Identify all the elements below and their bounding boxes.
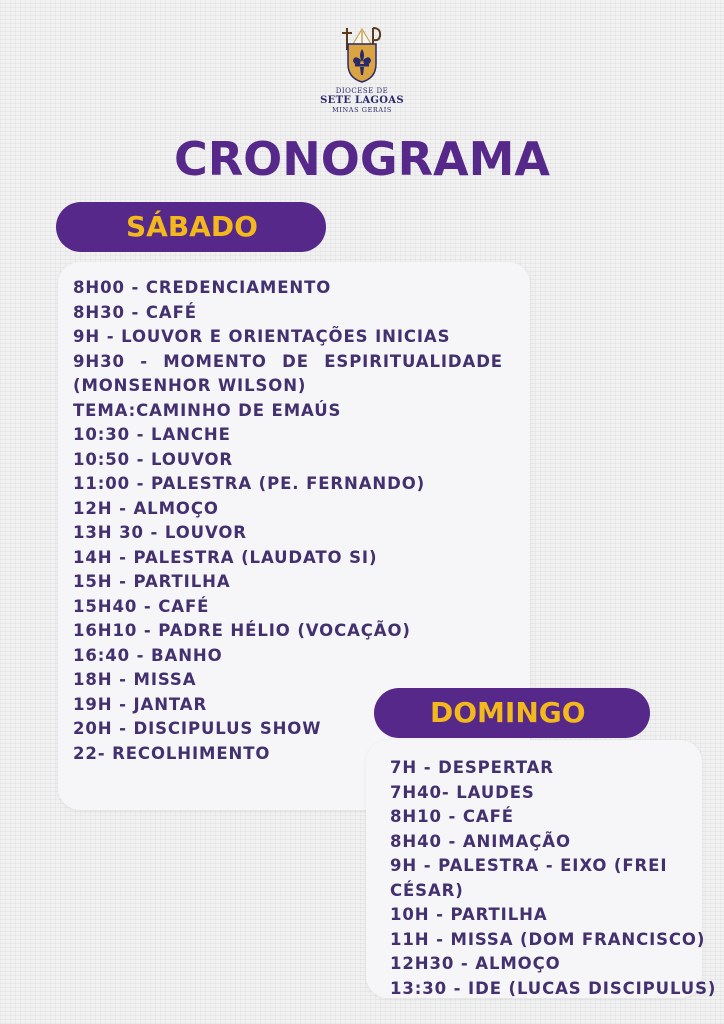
- schedule-item: 8H40 - ANIMAÇÃO: [390, 831, 571, 851]
- logo-line-diocese: DIOCESE DE: [335, 87, 389, 95]
- schedule-item: 8H30 - CAFÉ: [73, 302, 197, 322]
- schedule-item: [73, 350, 503, 375]
- justified-word: MOMENTO: [163, 351, 267, 371]
- justified-word: ESPIRITUALIDADE: [324, 351, 503, 371]
- schedule-item: 8H10 - CAFÉ: [390, 807, 514, 826]
- logo-line-city: SETE LAGOAS: [320, 95, 404, 106]
- schedule-item: 11H - MISSA (DOM FRANCISCO): [390, 929, 706, 949]
- page-title: CRONOGRAMA: [173, 132, 551, 186]
- schedule-item: 13H 30 - LOUVOR: [73, 523, 247, 542]
- schedule-item: 15H40 - CAFÉ: [73, 596, 210, 616]
- logo-line-state: MINAS GERAIS: [332, 106, 392, 114]
- schedule-item: 16:40 - BANHO: [73, 645, 223, 665]
- schedule-item: 8H00 - CREDENCIAMENTO: [73, 278, 332, 297]
- schedule-item: 16H10 - PADRE HÉLIO (VOCAÇÃO): [73, 621, 411, 640]
- coat-of-arms-icon: [337, 24, 387, 86]
- sunday-header: [374, 688, 650, 738]
- schedule-item: 10H - PARTILHA: [390, 905, 548, 924]
- schedule-item: 19H - JANTAR: [73, 694, 208, 714]
- schedule-item: 18H - MISSA: [73, 670, 197, 689]
- schedule-item: 9H - PALESTRA - EIXO (FREI: [390, 856, 668, 875]
- schedule-item: 14H - PALESTRA (LAUDATO SI): [73, 547, 378, 567]
- schedule-item: 20H - DISCIPULUS SHOW: [73, 719, 322, 738]
- schedule-item: (MONSENHOR WILSON): [73, 376, 307, 395]
- schedule-item: CÉSAR): [390, 880, 464, 900]
- schedule-item: 12H - ALMOÇO: [73, 498, 219, 518]
- justified-word: -: [140, 351, 148, 371]
- schedule-item: 22- RECOLHIMENTO: [73, 743, 271, 763]
- schedule-item: 9H - LOUVOR E ORIENTAÇÕES INICIAS: [73, 327, 451, 346]
- sunday-schedule: [390, 756, 717, 1001]
- schedule-item: 15H - PARTILHA: [73, 572, 231, 591]
- saturday-header: [56, 202, 326, 252]
- schedule-item: 7H40- LAUDES: [390, 782, 535, 802]
- schedule-item: TEMA:CAMINHO DE EMAÚS: [73, 400, 342, 420]
- justified-word: DE: [282, 351, 309, 371]
- schedule-item: 7H - DESPERTAR: [390, 758, 554, 777]
- diocese-logo: [316, 24, 408, 124]
- saturday-label: SÁBADO: [126, 210, 258, 243]
- justified-word: 9H30: [73, 351, 125, 371]
- schedule-item: 12H30 - ALMOÇO: [390, 954, 561, 973]
- schedule-item: 10:50 - LOUVOR: [73, 449, 234, 469]
- schedule-item: 10:30 - LANCHE: [73, 425, 231, 444]
- sunday-label: DOMINGO: [430, 696, 586, 729]
- schedule-item: 11:00 - PALESTRA (PE. FERNANDO): [73, 474, 426, 493]
- schedule-item: 13:30 - IDE (LUCAS DISCIPULUS): [390, 978, 717, 998]
